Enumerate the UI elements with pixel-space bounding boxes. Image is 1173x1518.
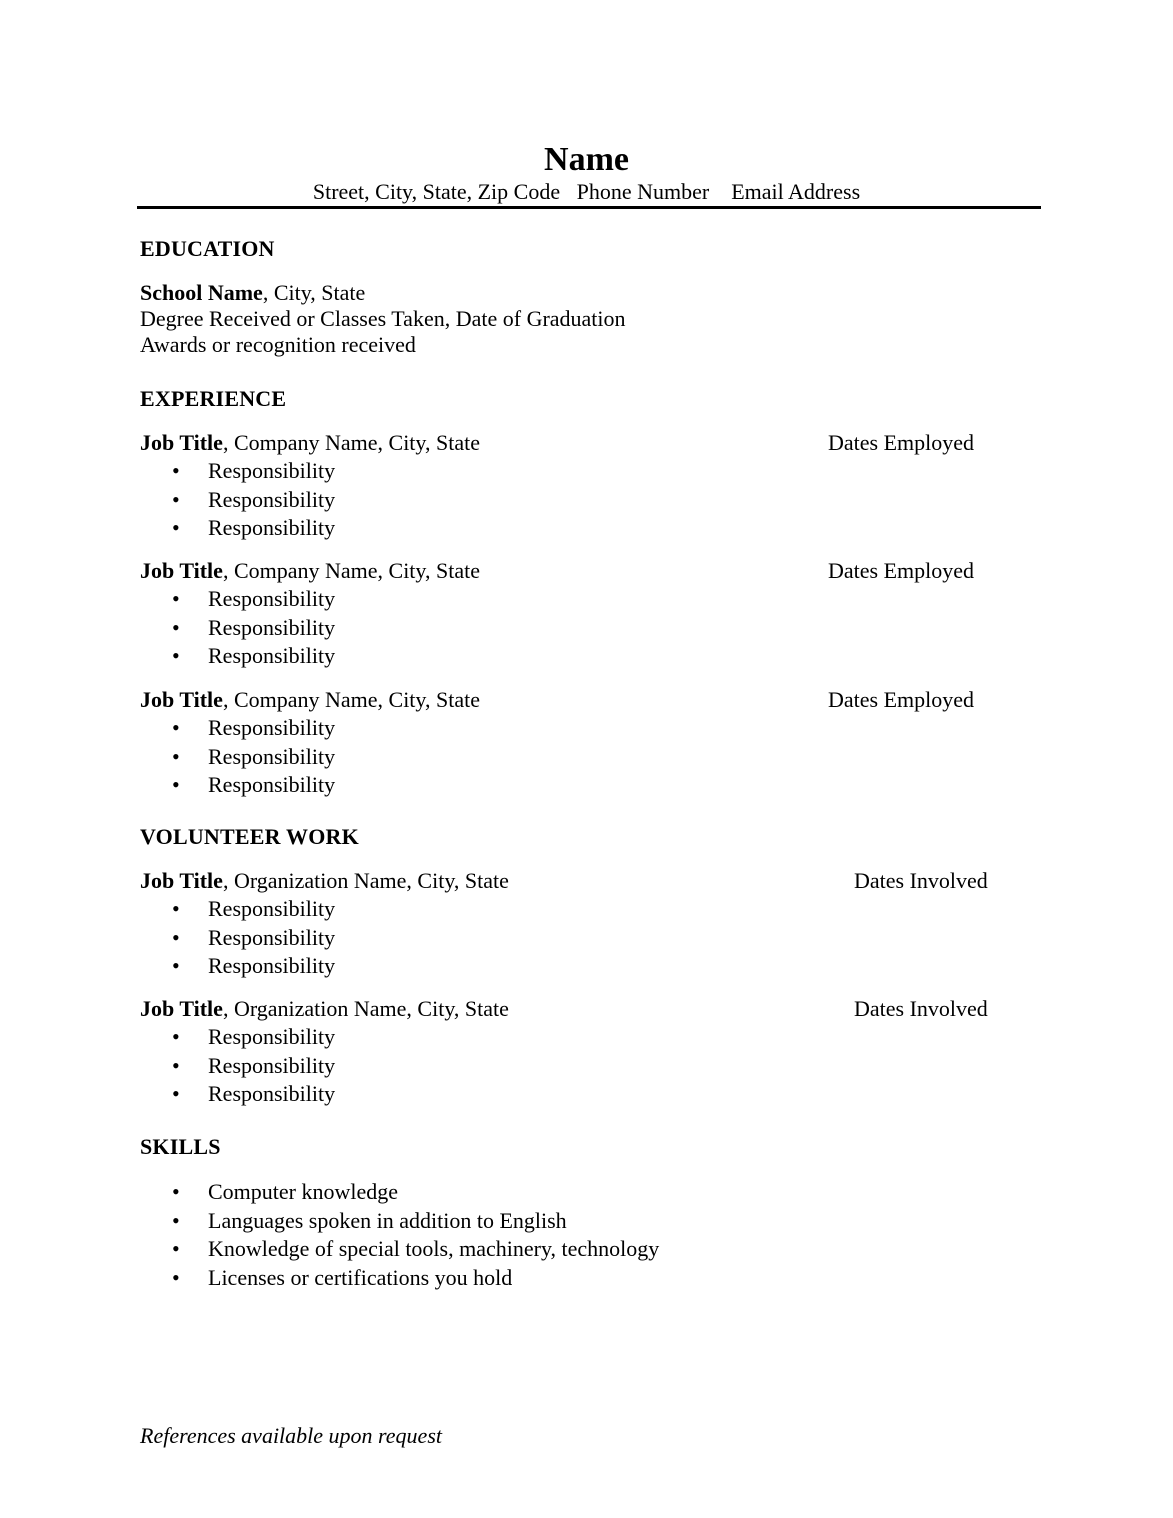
bullet-icon: • [172,515,180,540]
entry-header [140,557,1173,585]
bullet-icon: • [172,896,180,921]
responsibility-list [140,457,1173,543]
bullet-icon: • [172,1264,180,1290]
bullet-icon: • [172,1081,180,1106]
education-entry [140,280,1173,358]
bullet-icon: • [172,1179,180,1204]
school-location: , City, State [262,280,366,305]
contact-phone: Phone Number [576,179,710,204]
job-details: , Organization Name, City, State [222,996,509,1021]
entry-header [140,429,1173,457]
list-item: • Responsibility [140,1023,1173,1052]
list-item: • Knowledge of special tools, machinery, technology [140,1235,1173,1264]
responsibility-list [140,1023,1173,1109]
list-item: • Responsibility [140,743,1173,772]
skills-list [140,1178,1173,1292]
bullet-icon: • [172,486,180,512]
header-divider [137,206,1041,209]
volunteer-entry [140,867,1173,981]
job-dates: Dates Employed [828,430,975,455]
job-details: , Company Name, City, State [222,430,480,455]
education-section [140,236,1173,262]
school-name: School Name [140,280,263,305]
list-item: • Responsibility [140,457,1173,486]
skills-entry [140,1178,1173,1292]
references-note: References available upon request [140,1423,442,1448]
list-item: • Computer knowledge [140,1178,1173,1207]
list-item: • Responsibility [140,642,1173,671]
bullet-icon: • [172,1207,180,1233]
degree-line: Degree Received or Classes Taken, Date of Graduation [140,306,626,331]
volunteer-entry [140,995,1173,1109]
bullet-icon: • [172,614,180,640]
bullet-icon: • [172,1236,180,1261]
experience-entry [140,557,1173,671]
list-item: • Responsibility [140,486,1173,515]
list-item: • Responsibility [140,585,1173,614]
list-item: • Responsibility [140,895,1173,924]
contact-email: Email Address [731,179,861,204]
bullet-icon: • [172,458,180,483]
list-item: • Languages spoken in addition to English [140,1207,1173,1236]
responsibility-list [140,895,1173,981]
job-title: Job Title [140,558,223,583]
list-item: • Responsibility [140,1080,1173,1109]
bullet-icon: • [172,715,180,740]
list-item: • Responsibility [140,952,1173,981]
bullet-icon: • [172,1052,180,1078]
job-dates: Dates Involved [854,996,988,1021]
job-title: Job Title [140,687,223,712]
school-line [140,280,1173,306]
section-heading-experience: EXPERIENCE [140,386,287,411]
job-details: , Company Name, City, State [222,687,480,712]
list-item: • Responsibility [140,1052,1173,1081]
responsibility-list [140,585,1173,671]
skills-section [140,1134,1173,1160]
list-item: • Responsibility [140,714,1173,743]
responsibility-list [140,714,1173,800]
volunteer-section [140,824,1173,850]
job-dates: Dates Employed [828,687,975,712]
bullet-icon: • [172,772,180,797]
bullet-icon: • [172,924,180,950]
job-dates: Dates Involved [854,868,988,893]
section-heading-skills: SKILLS [140,1134,221,1159]
bullet-icon: • [172,953,180,978]
list-item: • Responsibility [140,614,1173,643]
job-title: Job Title [140,996,223,1021]
bullet-icon: • [172,743,180,769]
experience-entry [140,429,1173,543]
entry-header [140,686,1173,714]
section-heading-volunteer: VOLUNTEER WORK [140,824,359,849]
bullet-icon: • [172,643,180,668]
list-item: • Responsibility [140,514,1173,543]
experience-section [140,386,1173,412]
job-title: Job Title [140,868,223,893]
section-heading-education: EDUCATION [140,236,275,261]
job-details: , Organization Name, City, State [222,868,509,893]
bullet-icon: • [172,1024,180,1049]
job-dates: Dates Employed [828,558,975,583]
list-item: • Licenses or certifications you hold [140,1264,1173,1293]
job-details: , Company Name, City, State [222,558,480,583]
entry-header [140,995,1173,1023]
resume-name: Name [544,141,629,178]
experience-entry [140,686,1173,800]
contact-address: Street, City, State, Zip Code [312,179,561,204]
bullet-icon: • [172,586,180,611]
list-item: • Responsibility [140,771,1173,800]
entry-header [140,867,1173,895]
awards-line: Awards or recognition received [140,332,416,357]
list-item: • Responsibility [140,924,1173,953]
contact-line [0,178,1173,206]
job-title: Job Title [140,430,223,455]
